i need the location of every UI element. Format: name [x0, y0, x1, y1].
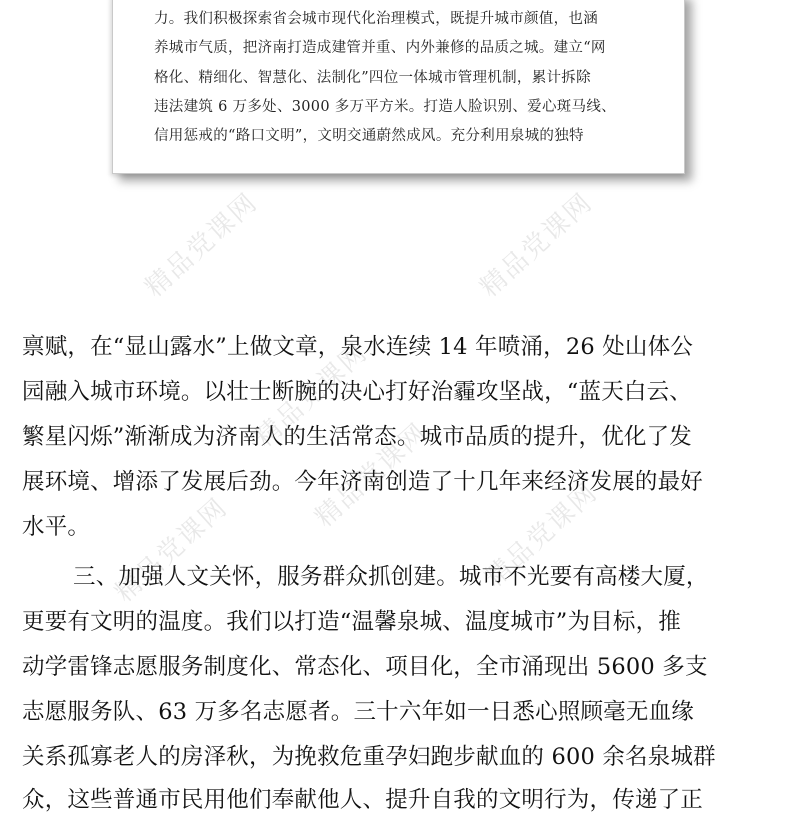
body-line: 禀赋，在“显山露水”上做文章，泉水连续 14 年喷涌，26 处山体公: [22, 334, 694, 360]
paragraph-heading: 三、加强人文关怀，服务群众抓创建。城市不光要有高楼大厦，: [73, 564, 709, 590]
watermark: 精品党课网: [309, 417, 434, 534]
watermark: 精品党课网: [139, 187, 264, 304]
quote-line: 养城市气质，把济南打造成建管并重、内外兼修的品质之城。建立“网: [154, 40, 606, 56]
watermark: 精品党课网: [474, 187, 599, 304]
watermark: 精品党课网: [109, 492, 234, 609]
body-line: 繁星闪烁”渐渐成为济南人的生活常态。城市品质的提升，优化了发: [22, 424, 693, 450]
body-line: 志愿服务队、63 万多名志愿者。三十六年如一日悉心照顾毫无血缘: [22, 699, 694, 725]
body-line: 水平。: [22, 514, 91, 540]
body-line: 展环境、增添了发展后劲。今年济南创造了十几年来经济发展的最好: [22, 469, 704, 495]
quote-line: 格化、精细化、智慧化、法制化”四位一体城市管理机制，累计拆除: [154, 70, 591, 86]
body-line: 动学雷锋志愿服务制度化、常态化、项目化，全市涌现出 5600 多支: [22, 654, 708, 680]
body-line: 更要有文明的温度。我们以打造“温馨泉城、温度城市”为目标，推: [22, 609, 682, 635]
quote-line: 违法建筑 6 万多处、3000 多万平方米。打造人脸识别、爱心斑马线、: [154, 99, 616, 115]
watermark: 精品党课网: [479, 477, 604, 594]
watermark: 精品党课网: [249, 337, 374, 454]
body-line: 园融入城市环境。以壮士断腕的决心打好治霾攻坚战，“蓝天白云、: [22, 379, 693, 405]
quote-line: 信用惩戒的“路口文明”，文明交通蔚然成风。充分利用泉城的独特: [154, 128, 584, 144]
quote-line: 力。我们积极探索省会城市现代化治理模式，既提升城市颜值，也涵: [154, 11, 598, 27]
body-line: 众，这些普通市民用他们奉献他人、提升自我的文明行为，传递了正: [22, 787, 704, 813]
quote-card: [112, 0, 685, 174]
body-line: 关系孤寡老人的房泽秋，为挽救危重孕妇跑步献血的 600 余名泉城群: [22, 744, 716, 770]
